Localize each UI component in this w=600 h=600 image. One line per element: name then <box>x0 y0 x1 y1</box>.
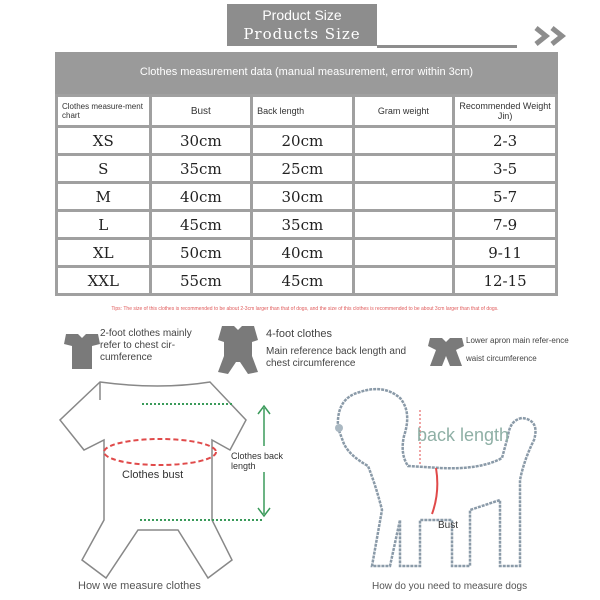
cell-size: L <box>58 212 149 237</box>
column-header-bust: Bust <box>152 97 251 125</box>
cell-weight: 9-11 <box>455 240 555 265</box>
cell-bust: 40cm <box>152 184 251 209</box>
cell-gram <box>355 212 453 237</box>
column-header-chart: Clothes measure-ment chart <box>58 97 149 125</box>
double-chevron-icon <box>532 26 572 46</box>
tips-text: Tips: The size of this clothes is recommended to be about 2-3cm larger than that of dogs, and the size of this clothes is recommended to be about 3cm larger than that of dogs. <box>111 306 499 312</box>
cell-bust: 35cm <box>152 156 251 181</box>
two-foot-note: 2-foot clothes mainly refer to chest cir-cumference <box>100 328 192 363</box>
apron-clothes-icon <box>428 338 464 366</box>
caption-measure-clothes: How we measure clothes <box>78 580 201 592</box>
cell-back: 25cm <box>253 156 352 181</box>
table-row <box>58 156 555 181</box>
table-row <box>58 268 555 293</box>
cell-weight: 3-5 <box>455 156 555 181</box>
cell-gram <box>355 156 453 181</box>
cell-back: 40cm <box>253 240 352 265</box>
table-header-row <box>58 97 555 125</box>
dog-bust-line <box>432 468 437 514</box>
cell-gram <box>355 184 453 209</box>
dog-back-length-label: back length <box>417 425 510 445</box>
table-row <box>58 128 555 153</box>
table-row <box>58 240 555 265</box>
cell-size: XL <box>58 240 149 265</box>
caption-measure-dogs: How do you need to measure dogs <box>372 581 528 592</box>
cell-size: S <box>58 156 149 181</box>
table-caption: Clothes measurement data (manual measurement, error within 3cm) <box>55 52 558 94</box>
four-foot-clothes-icon <box>218 326 258 374</box>
column-header-back-length: Back length <box>253 97 352 125</box>
clothes-back-length-label: Clothes back length <box>231 451 284 471</box>
cell-bust: 30cm <box>152 128 251 153</box>
dog-bust-label: Bust <box>438 520 459 531</box>
cell-bust: 55cm <box>152 268 251 293</box>
cell-gram <box>355 268 453 293</box>
cell-back: 30cm <box>253 184 352 209</box>
clothes-bust-label: Clothes bust <box>122 469 184 481</box>
cell-gram <box>355 240 453 265</box>
dog-nose <box>335 424 343 432</box>
cell-back: 45cm <box>253 268 352 293</box>
cell-back: 35cm <box>253 212 352 237</box>
bust-ellipse <box>104 439 216 465</box>
cell-weight: 12-15 <box>455 268 555 293</box>
table-row <box>58 184 555 209</box>
apron-note: Lower apron main refer-ence waist circumference <box>466 336 569 363</box>
banner-title-bottom: Products Size <box>243 25 361 43</box>
cell-bust: 45cm <box>152 212 251 237</box>
cell-bust: 50cm <box>152 240 251 265</box>
cell-size: XS <box>58 128 149 153</box>
cell-back: 20cm <box>253 128 352 153</box>
size-table <box>55 94 558 296</box>
four-foot-description: Main reference back length and chest circumference <box>266 346 407 369</box>
cell-size: M <box>58 184 149 209</box>
cell-weight: 2-3 <box>455 128 555 153</box>
dog-outline <box>338 389 536 566</box>
column-header-gram-weight: Gram weight <box>355 97 453 125</box>
table-row <box>58 212 555 237</box>
column-header-recommended-weight: Recommended Weight Jin) <box>455 97 555 125</box>
cell-weight: 7-9 <box>455 212 555 237</box>
banner-underline <box>377 45 517 48</box>
banner-title-top: Product Size <box>262 7 342 23</box>
cell-size: XXL <box>58 268 149 293</box>
two-foot-clothes-icon <box>64 334 100 369</box>
banner <box>227 4 377 46</box>
cell-weight: 5-7 <box>455 184 555 209</box>
four-foot-title: 4-foot clothes <box>266 328 333 340</box>
cell-gram <box>355 128 453 153</box>
